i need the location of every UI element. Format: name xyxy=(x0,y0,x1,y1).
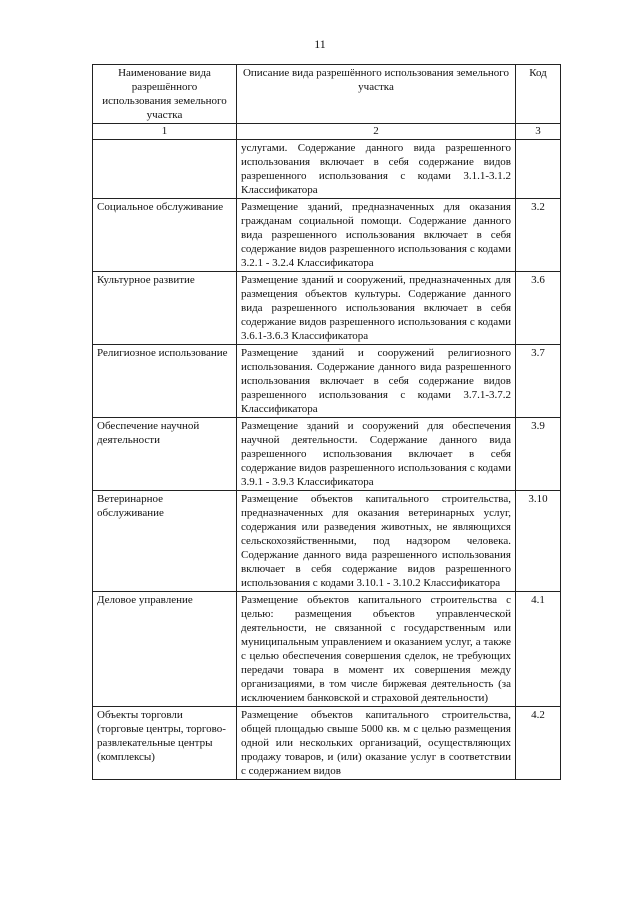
use-description: Размещение объектов капитального строительства, общей площадью свыше 5000 кв. м с целью размещения одной или нескольких организаций, осуществляющих продажу товаров, и (или) оказание услуг в соответствии с содержанием видов xyxy=(237,707,516,780)
column-number: 1 xyxy=(93,124,237,140)
use-description: услугами. Содержание данного вида разрешенного использования включает в себя содержание видов разрешенного использования с кодами 3.1.1-3.1.2 Классификатора xyxy=(237,140,516,199)
use-code: 3.7 xyxy=(516,345,561,418)
use-description: Размещение зданий и сооружений религиозного использования. Содержание данного вида разрешенного использования включает в себя содержание видов разрешенного использования с кодами 3.7.1-3.7.2 Классификатора xyxy=(237,345,516,418)
use-code: 4.1 xyxy=(516,592,561,707)
use-description: Размещение зданий, предназначенных для оказания гражданам социальной помощи. Содержание данного вида разрешенного использования включает в себя содержание видов разрешенного использования с кодами 3.2.1 - 3.2.4 Классификатора xyxy=(237,199,516,272)
use-code xyxy=(516,140,561,199)
use-description: Размещение объектов капитального строительства, предназначенных для оказания ветеринарных услуг, содержания или разведения животных, не являющихся сельскохозяйственными, под надзором человека. Содержание данного вида разрешенного использования включает в себя содержание видов разрешенного использования с кодами 3.10.1 - 3.10.2 Классификатора xyxy=(237,491,516,592)
use-code: 4.2 xyxy=(516,707,561,780)
use-description: Размещение объектов капитального строительства с целью: размещения объектов управленческой деятельности, не связанной с государственным или муниципальным управлением и оказанием услуг, а также с целью обеспечения совершения сделок, не требующих передачи товара в момент их совершения между организациями, в том числе биржевая деятельность (за исключением банковской и страховой деятельности) xyxy=(237,592,516,707)
column-number-row xyxy=(93,124,561,140)
page-number: 11 xyxy=(314,37,326,51)
header-code: Код xyxy=(516,65,561,124)
table-row xyxy=(93,592,561,707)
use-name: Обеспечение научной деятельности xyxy=(93,418,237,491)
table-row xyxy=(93,140,561,199)
use-name: Деловое управление xyxy=(93,592,237,707)
table-header-row xyxy=(93,65,561,124)
use-description: Размещение зданий и сооружений для обеспечения научной деятельности. Содержание данного вида разрешенного использования включает в себя содержание видов разрешенного использования с кодами 3.9.1 - 3.9.3 Классификатора xyxy=(237,418,516,491)
use-name xyxy=(93,140,237,199)
use-name: Социальное обслуживание xyxy=(93,199,237,272)
table-row xyxy=(93,707,561,780)
use-name: Ветеринарное обслуживание xyxy=(93,491,237,592)
table-row xyxy=(93,491,561,592)
use-code: 3.9 xyxy=(516,418,561,491)
table-row xyxy=(93,345,561,418)
use-name: Религиозное использование xyxy=(93,345,237,418)
header-description: Описание вида разрешённого использования земельного участка xyxy=(237,65,516,124)
use-code: 3.10 xyxy=(516,491,561,592)
column-number: 3 xyxy=(516,124,561,140)
use-code: 3.2 xyxy=(516,199,561,272)
header-name: Наименование вида разрешённого использования земельного участка xyxy=(93,65,237,124)
table-row xyxy=(93,272,561,345)
land-use-classifier-table xyxy=(92,64,561,780)
use-description: Размещение зданий и сооружений, предназначенных для размещения объектов культуры. Содержание данного вида разрешенного использования включает в себя содержание видов разрешенного использования с кодами 3.6.1-3.6.3 Классификатора xyxy=(237,272,516,345)
use-name: Объекты торговли (торговые центры, торгово-развлекательные центры (комплексы) xyxy=(93,707,237,780)
table-row xyxy=(93,418,561,491)
use-name: Культурное развитие xyxy=(93,272,237,345)
table-row xyxy=(93,199,561,272)
column-number: 2 xyxy=(237,124,516,140)
use-code: 3.6 xyxy=(516,272,561,345)
